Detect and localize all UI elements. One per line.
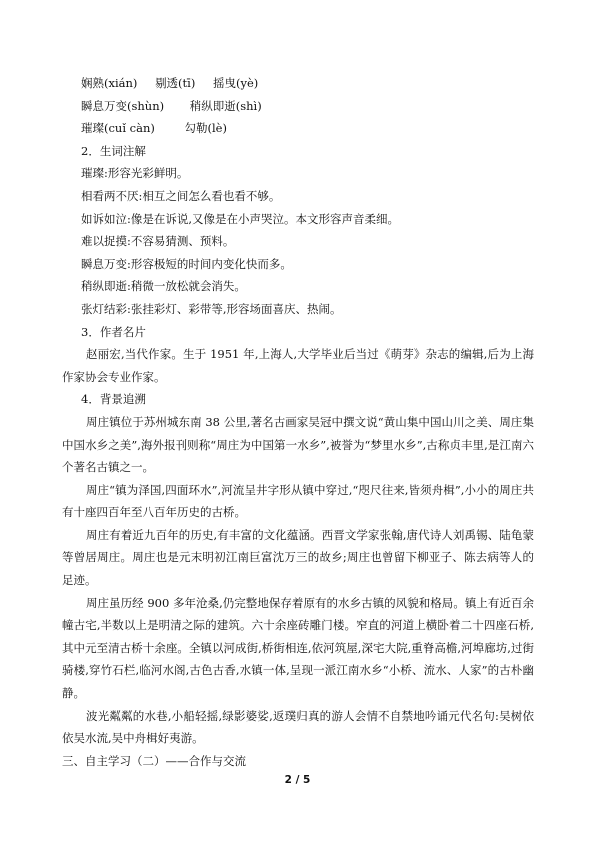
document-page <box>62 72 534 772</box>
section-heading-vocab: 2．生词注解 <box>81 143 146 158</box>
section-heading-background: 4．背景追溯 <box>81 392 146 407</box>
vocab-note: 张灯结彩:张挂彩灯、彩带等,形容场面喜庆、热闹。 <box>81 301 342 316</box>
pinyin-term: 娴熟(xián) <box>81 76 138 90</box>
vocab-note: 相看两不厌:相互之间怎么看也看不够。 <box>81 188 281 203</box>
pinyin-term: 瞬息万变(shùn) <box>81 98 165 113</box>
pinyin-row-1 <box>62 72 534 95</box>
background-paragraph: 周庄虽历经 900 多年沧桑,仍完整地保存着原有的水乡古镇的风貌和格局。镇上有近百余幢古宅,半数以上是明清之际的建筑。六十余座砖雕门楼。窄直的河道上横卧着二十四座石桥,其中元至清古桥十余座。全镇以河成街,桥街相连,依河筑屋,深宅大院,重脊高檐,河埠廊坊,过街骑楼,穿竹石栏,临河水阁,古色古香,水镇一体,呈现一派江南水乡“小桥、流水、人家”的古朴幽静。 <box>62 595 534 701</box>
page-number: 2 / 5 <box>284 774 311 786</box>
pinyin-term: 剔透(tī) <box>155 76 196 90</box>
section-heading-next: 三、自主学习（二）——合作与交流 <box>62 753 246 768</box>
background-paragraph: 周庄有着近九百年的历史,有丰富的文化蕴涵。西晋文学家张翰,唐代诗人刘禹锡、陆龟蒙等曾居周庄。周庄也是元末明初江南巨富沈万三的故乡;周庄也曾留下柳亚子、陈去病等人的足迹。 <box>62 527 534 588</box>
vocab-note: 难以捉摸:不容易猜测、预料。 <box>81 234 235 249</box>
vocab-note: 瞬息万变:形容极短的时间内变化快而多。 <box>81 256 292 271</box>
section-heading-author: 3．作者名片 <box>81 324 146 339</box>
pinyin-term: 摇曳(yè) <box>213 76 259 90</box>
vocab-note: 璀璨:形容光彩鲜明。 <box>81 166 189 181</box>
pinyin-term: 勾勒(lè) <box>184 121 227 136</box>
vocab-note: 如诉如泣:像是在诉说,又像是在小声哭泣。本文形容声音柔细。 <box>81 211 400 226</box>
pinyin-row-3 <box>62 117 534 140</box>
background-paragraph: 周庄镇位于苏州城东南 38 公里,著名古画家吴冠中撰文说“黄山集中国山川之美、周庄集中国水乡之美”,海外报刊则称“周庄为中国第一水乡”,被誉为“梦里水乡”,古称贞丰里,是江南六个著名古镇之一。 <box>62 414 534 475</box>
pinyin-term: 稍纵即逝(shì) <box>189 98 262 113</box>
pinyin-term: 璀璨(cuǐ càn) <box>81 121 155 136</box>
background-paragraph: 周庄“镇为泽国,四面环水”,河流呈井字形从镇中穿过,“咫尺往来,皆须舟楫”,小小的周庄共有十座四百年至八百年历史的古桥。 <box>62 482 534 520</box>
author-paragraph: 赵丽宏,当代作家。生于 1951 年,上海人,大学毕业后当过《萌芽》杂志的编辑,后为上海作家协会专业作家。 <box>62 347 534 384</box>
pinyin-row-2 <box>62 95 534 118</box>
background-paragraph: 波光粼粼的水巷,小船轻摇,绿影婆娑,返璞归真的游人会情不自禁地吟诵元代名句:吴树依依吴水流,吴中舟楫好夷游。 <box>62 708 534 746</box>
vocab-note: 稍纵即逝:稍微一放松就会消失。 <box>81 279 246 294</box>
